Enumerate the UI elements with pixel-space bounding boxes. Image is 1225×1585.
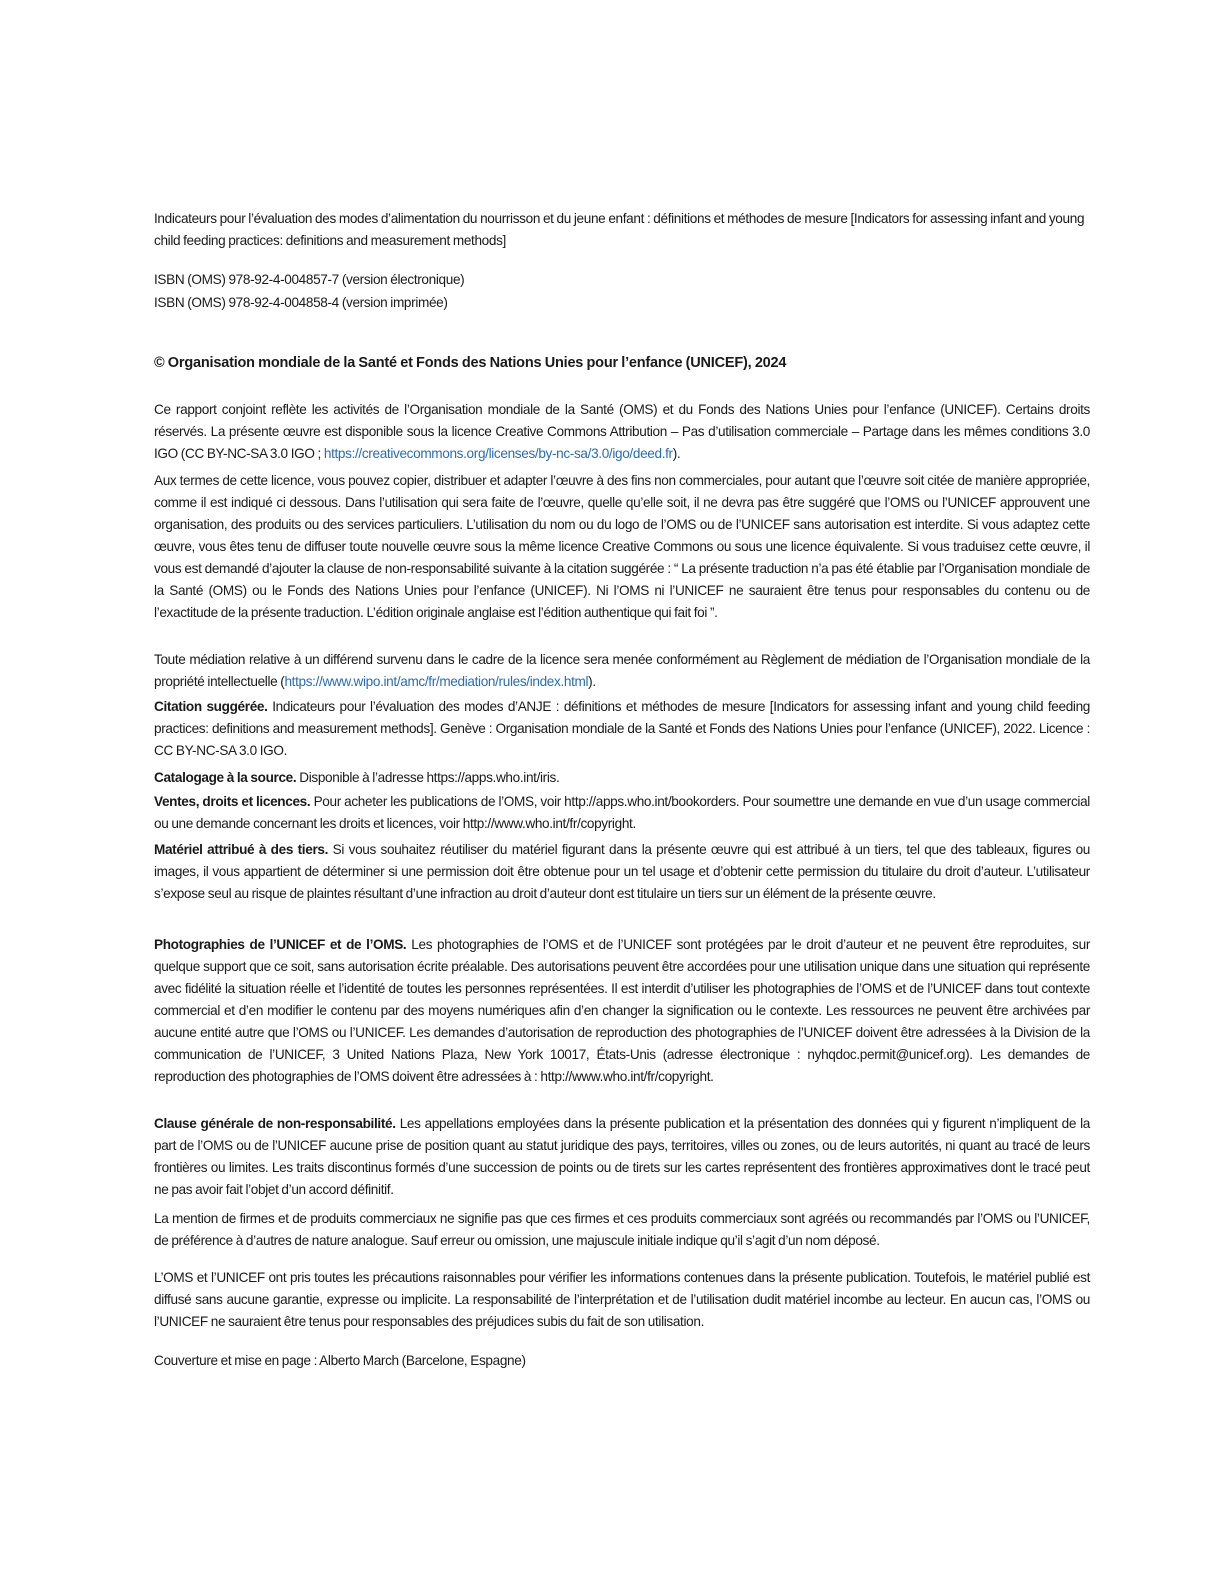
photos-lead: Photographies de l’UNICEF et de l’OMS. (154, 937, 407, 952)
sales-text: Pour acheter les publications de l’OMS, voir http://apps.who.int/bookorders. Pour soumettre une demande en vue d’un usage commercial ou une demande concernant les droits et licences, voir http://www.who.int/fr/copyright. (154, 794, 1090, 831)
disclaimer-lead: Clause générale de non-responsabilité. (154, 1116, 396, 1131)
photos-paragraph (154, 934, 1090, 1088)
sales-paragraph (154, 791, 1090, 835)
catalog-text: Disponible à l’adresse https://apps.who.int/iris. (296, 770, 560, 785)
document-title: Indicateurs pour l’évaluation des modes d’alimentation du nourrisson et du jeune enfant : définitions et méthodes de mesure [Indicators for assessing infant and young child feeding practices: definitions and measurement methods] (154, 211, 1085, 248)
report-tail: ). (672, 446, 681, 461)
sales-lead: Ventes, droits et licences. (154, 794, 311, 809)
precautions-paragraph: L’OMS et l’UNICEF ont pris toutes les précautions raisonnables pour vérifier les informations contenues dans la présente publication. Toutefois, le matériel publié est diffusé sans aucune garantie, expresse ou implicite. La responsabilité de l’interprétation et de l’utilisation dudit matériel incombe au lecteur. En aucun cas, l’OMS ou l’UNICEF ne sauraient être tenus pour responsables des préjudices subis du fait de son utilisation. (154, 1270, 1090, 1329)
creative-commons-link[interactable]: https://creativecommons.org/licenses/by-nc-sa/3.0/igo/deed.fr (323, 446, 673, 461)
disclaimer-text: Les appellations employées dans la présente publication et la présentation des données qui y figurent n’impliquent de la part de l’OMS ou de l’UNICEF aucune prise de position quant au statut juridique des pays, territoires, villes ou zones, ou de leurs autorités, ni quant au tracé de leurs frontières ou limites. Les traits discontinus formés d’une succession de points ou de tirets sur les cartes représentent des frontières approximatives dont le tracé peut ne pas avoir fait l’objet d’un accord définitif. (154, 1116, 1090, 1197)
mediation-text: Toute médiation relative à un différend survenu dans le cadre de la licence sera menée conformément au Règlement de médiation de l’Organisation mondiale de la propriété intellectuelle ( (154, 652, 1090, 689)
third-party-text: Si vous souhaitez réutiliser du matériel figurant dans la présente œuvre qui est attribué à un tiers, tel que des tableaux, figures ou images, il vous appartient de déterminer si une permission doit être obtenue pour un tel usage et d’obtenir cette permission du titulaire du droit d’auteur. L’utilisateur s’expose seul au risque de plaintes résultant d’une infraction au droit d’auteur dont est titulaire un tiers sur un élément de la présente œuvre. (154, 842, 1090, 901)
citation-lead: Citation suggérée. (154, 699, 268, 714)
mediation-tail: ). (588, 674, 596, 689)
report-text: Ce rapport conjoint reflète les activités de l’Organisation mondiale de la Santé (OMS) et du Fonds des Nations Unies pour l’enfance (UNICEF). Certains droits réservés. La présente œuvre est disponible sous la licence Creative Commons Attribution – Pas d’utilisation commerciale – Partage dans les mêmes conditions 3.0 IGO (CC BY-NC-SA 3.0 IGO ; (154, 402, 1090, 461)
cover-credit: Couverture et mise en page : Alberto March (Barcelone, Espagne) (154, 1353, 526, 1368)
mediation-paragraph (154, 649, 1090, 693)
third-party-lead: Matériel attribué à des tiers. (154, 842, 329, 857)
isbn-electronic: ISBN (OMS) 978-92-4-004857-7 (version électronique) (154, 272, 465, 287)
catalog-paragraph (154, 767, 1090, 789)
report-paragraph (154, 399, 1090, 465)
third-party-paragraph (154, 839, 1090, 905)
citation-paragraph (154, 696, 1090, 762)
license-terms-paragraph: Aux termes de cette licence, vous pouvez copier, distribuer et adapter l’œuvre à des fins non commerciales, pour autant que l’œuvre soit citée de manière appropriée, comme il est indiqué ci dessous. Dans l’utilisation qui sera faite de l’œuvre, quelle qu’elle soit, il ne devra pas être suggéré que l’OMS ou l’UNICEF approuvent une organisation, des produits ou des services particuliers. L’utilisation du nom ou du logo de l’OMS ou de l’UNICEF sans autorisation est interdite. Si vous adaptez cette œuvre, vous êtes tenu de diffuser toute nouvelle œuvre sous la même licence Creative Commons ou sous une licence équivalente. Si vous traduisez cette œuvre, il vous est demandé d’ajouter la clause de non-responsabilité suivante à la citation suggérée : “ La présente traduction n’a pas été établie par l’Organisation mondiale de la Santé (OMS) ou le Fonds des Nations Unies pour l’enfance (UNICEF). Ni l’OMS ni l’UNICEF ne sauraient être tenus pour responsables du contenu ou de l’exactitude de la présente traduction. L’édition originale anglaise est l’édition authentique qui fait foi ”. (154, 473, 1090, 620)
firms-paragraph: La mention de firmes et de produits commerciaux ne signifie pas que ces firmes et ces produits commerciaux sont agréés ou recommandés par l’OMS ou l’UNICEF, de préférence à d’autres de nature analogue. Sauf erreur ou omission, une majuscule initiale indique qu’il s’agit d’un nom déposé. (154, 1211, 1090, 1248)
wipo-link[interactable]: https://www.wipo.int/amc/fr/mediation/rules/index.html (284, 674, 589, 689)
catalog-lead: Catalogage à la source. (154, 770, 297, 785)
photos-text: Les photographies de l’OMS et de l’UNICEF sont protégées par le droit d’auteur et ne peuvent être reproduites, sur quelque support que ce soit, sans autorisation écrite préalable. Des autorisations peuvent être accordées pour une utilisation unique dans une situation qui représente avec fidélité la situation réelle et l’identité de toutes les personnes représentées. Il est interdit d’utiliser les photographies de l’OMS et de l’UNICEF dans tout contexte commercial et d’en modifier le contenu par des moyens numériques afin d’en changer la signification ou le contexte. Les ressources ne peuvent être archivées par aucune entité autre que l’OMS ou l’UNICEF. Les demandes d’autorisation de reproduction des photographies de l’UNICEF doivent être adressées à la Division de la communication de l’UNICEF, 3 United Nations Plaza, New York 10017, États-Unis (adresse électronique : nyhqdoc.permit@unicef.org). Les demandes de reproduction des photographies de l’OMS doivent être adressées à : http://www.who.int/fr/copyright. (154, 937, 1091, 1084)
copyright-notice: © Organisation mondiale de la Santé et Fonds des Nations Unies pour l’enfance (UNICEF), 2024 (154, 355, 787, 371)
isbn-print: ISBN (OMS) 978-92-4-004858-4 (version imprimée) (154, 295, 448, 310)
citation-text: Indicateurs pour l’évaluation des modes d’ANJE : définitions et méthodes de mesure [Indicators for assessing infant and young child feeding practices: definitions and measurement methods]. Genève : Organisation mondiale de la Santé et Fonds des Nations Unies pour l’enfance (UNICEF), 2022. Licence : CC BY-NC-SA 3.0 IGO. (154, 699, 1090, 758)
disclaimer-paragraph (154, 1113, 1090, 1201)
